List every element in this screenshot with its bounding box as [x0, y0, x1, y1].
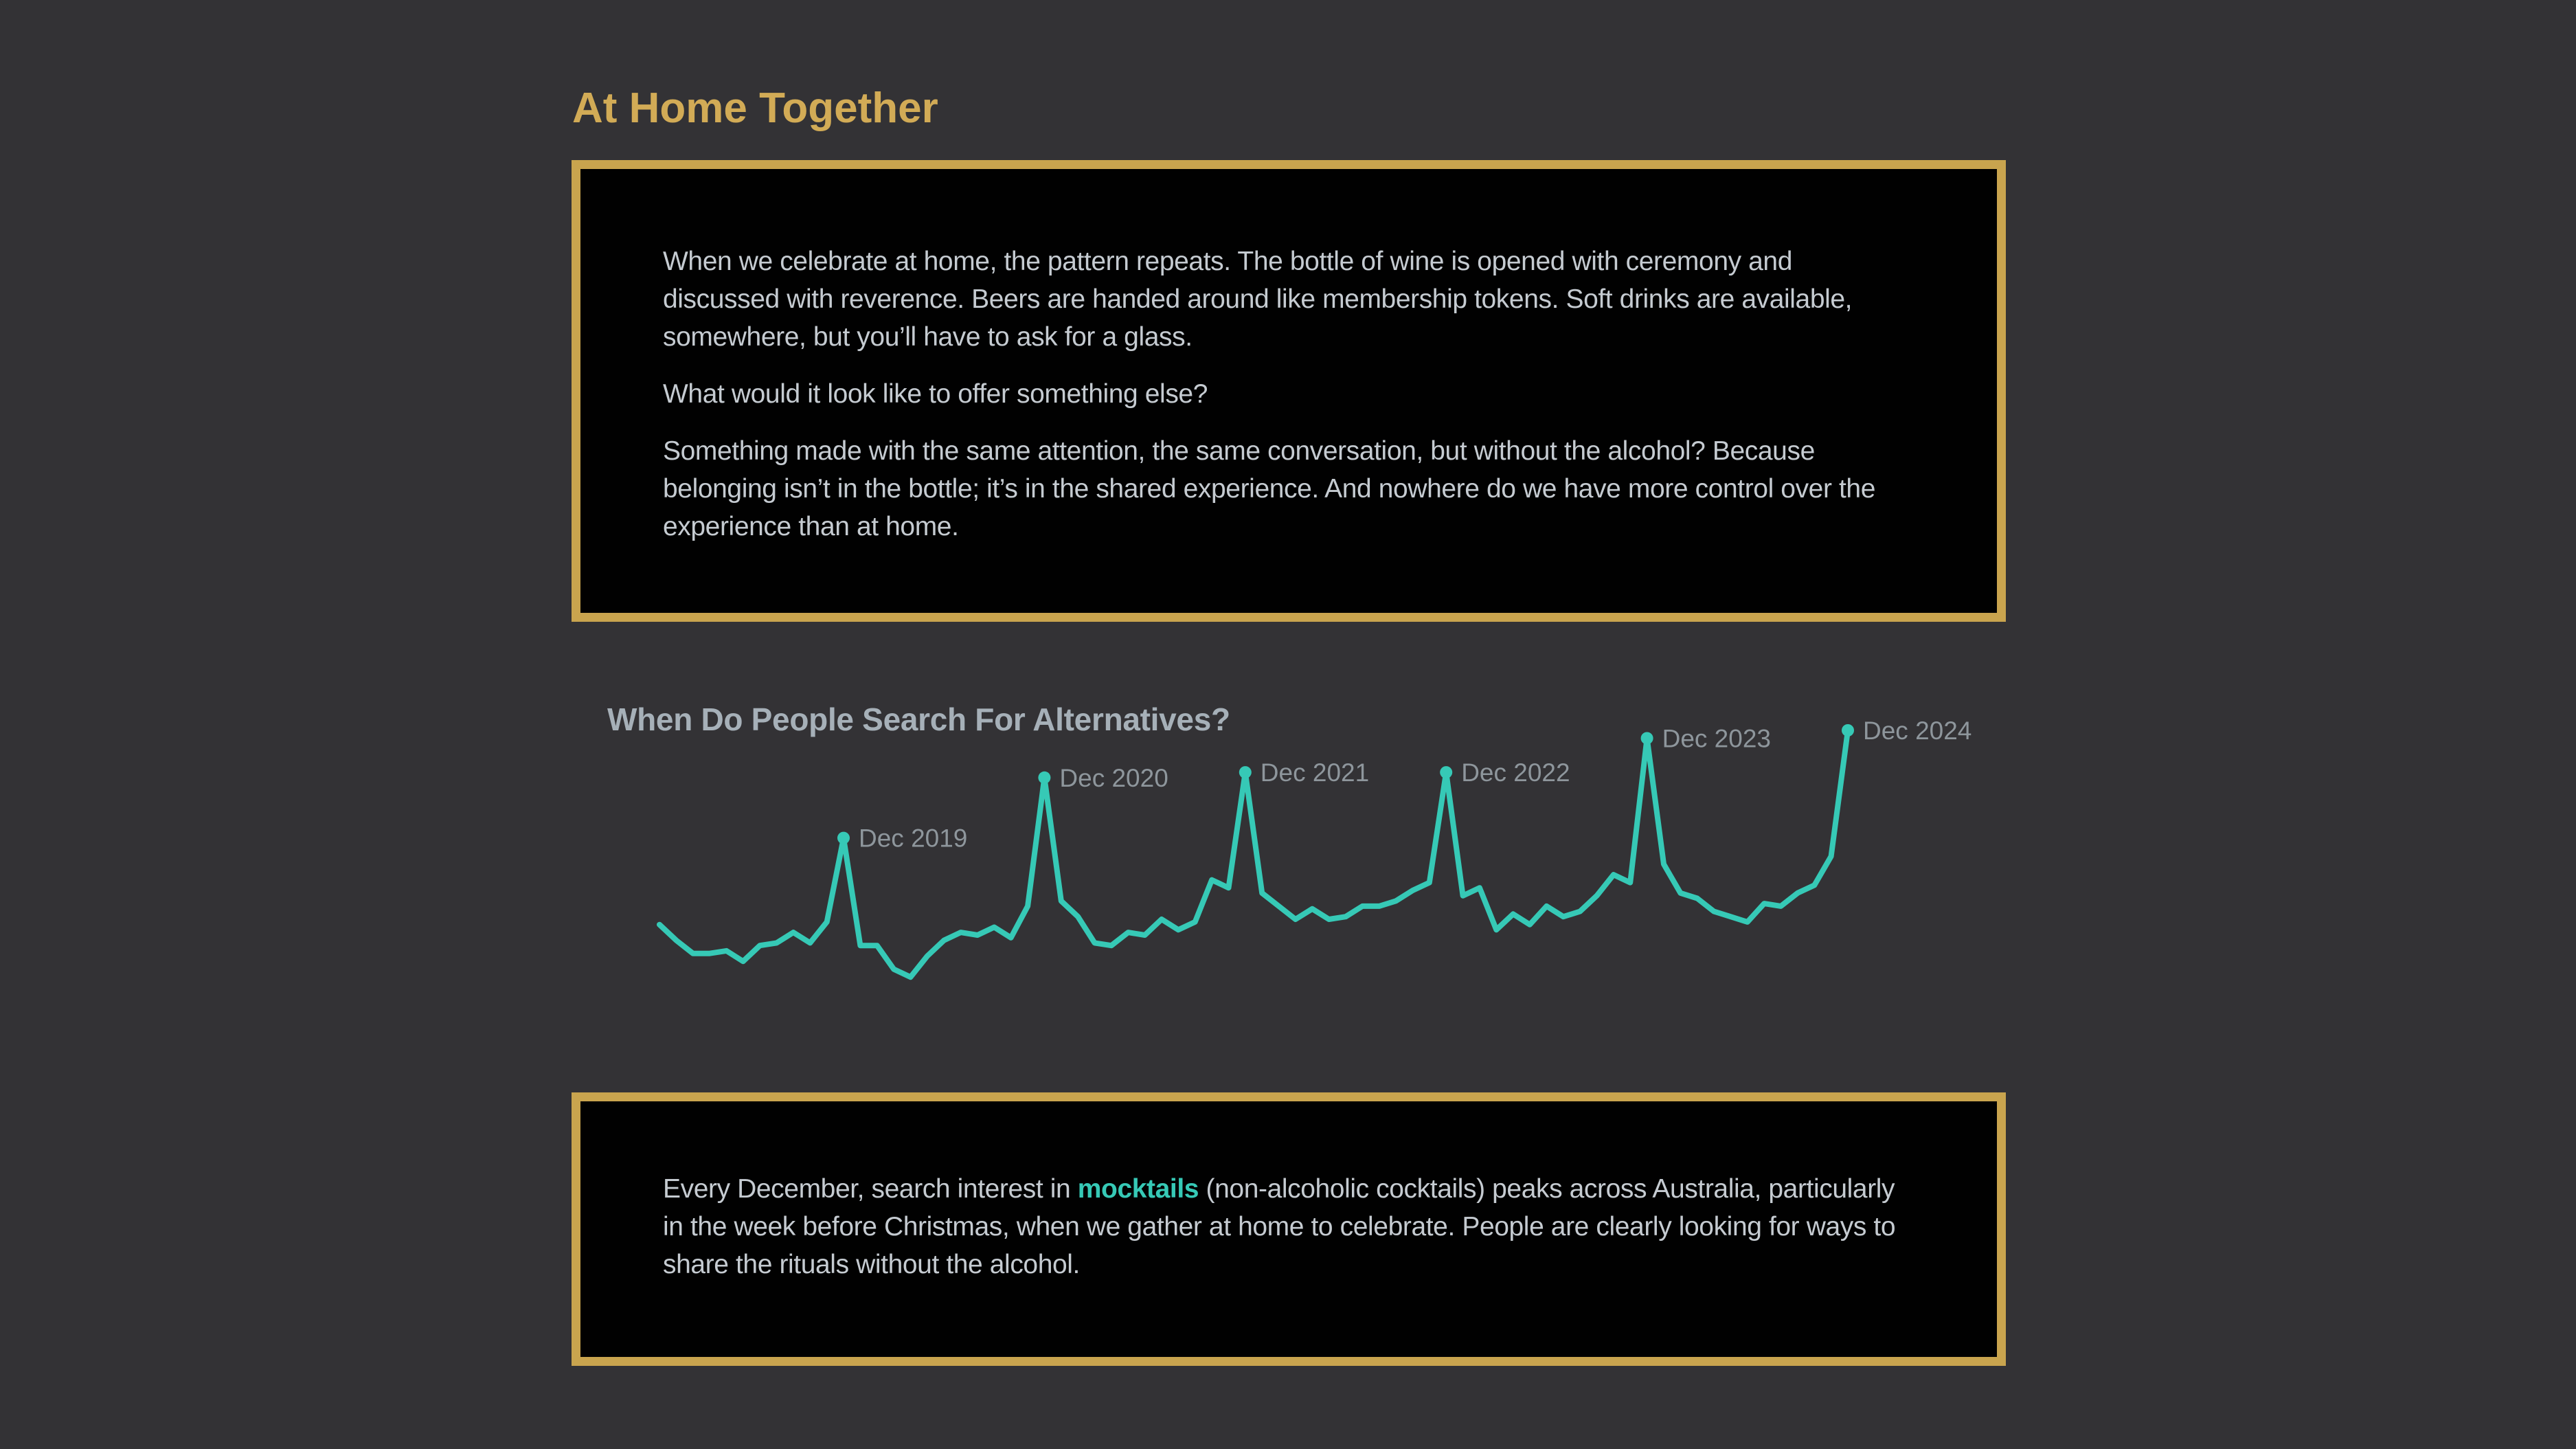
intro-card-content [580, 169, 1997, 546]
peak-dot[interactable] [1842, 724, 1854, 737]
peak-label: Dec 2024 [1863, 717, 1972, 745]
peak-label: Dec 2023 [1662, 724, 1771, 753]
peak-label: Dec 2020 [1059, 763, 1168, 792]
peak-label: Dec 2019 [859, 824, 968, 853]
mocktails-highlight: mocktails [1077, 1174, 1199, 1204]
intro-paragraph-2: What would it look like to offer something else? [663, 379, 1208, 409]
peak-dot[interactable] [1038, 772, 1050, 784]
page-title: At Home Together [572, 84, 938, 132]
peak-label: Dec 2021 [1260, 759, 1370, 787]
insight-card [572, 1092, 2006, 1366]
trend-line[interactable] [659, 730, 1848, 977]
intro-paragraph-1: When we celebrate at home, the pattern repeats. The bottle of wine is opened with ceremony and discussed with reverence. Beers are handed around like membership tokens. Soft drinks are available, somewhere, but you’ll have to ask for a glass. [663, 247, 1853, 352]
peak-dot[interactable] [1440, 766, 1452, 778]
peak-dot[interactable] [1641, 732, 1653, 745]
peak-dot[interactable] [1239, 766, 1252, 778]
insight-text-before: Every December, search interest in [663, 1174, 1078, 1204]
insight-paragraph [663, 1170, 1901, 1283]
chart-section-heading: When Do People Search For Alternatives? [607, 701, 1230, 738]
peak-label: Dec 2022 [1461, 759, 1570, 787]
intro-paragraph-3: Something made with the same attention, the same conversation, but without the alcohol? Because belonging isn’t in the bottle; it’s in the shared experience. And nowhere do we have more control over the experience than at home. [663, 436, 1876, 541]
intro-card [572, 160, 2006, 622]
peak-dot[interactable] [837, 832, 850, 844]
insight-card-content [580, 1101, 1997, 1283]
insight-text-after: (non-alcoholic cocktails) peaks across Australia, particularly in the week before Christmas, when we gather at home to celebrate. People are clearly looking for ways to share the rituals without the alcohol. [663, 1174, 1896, 1279]
